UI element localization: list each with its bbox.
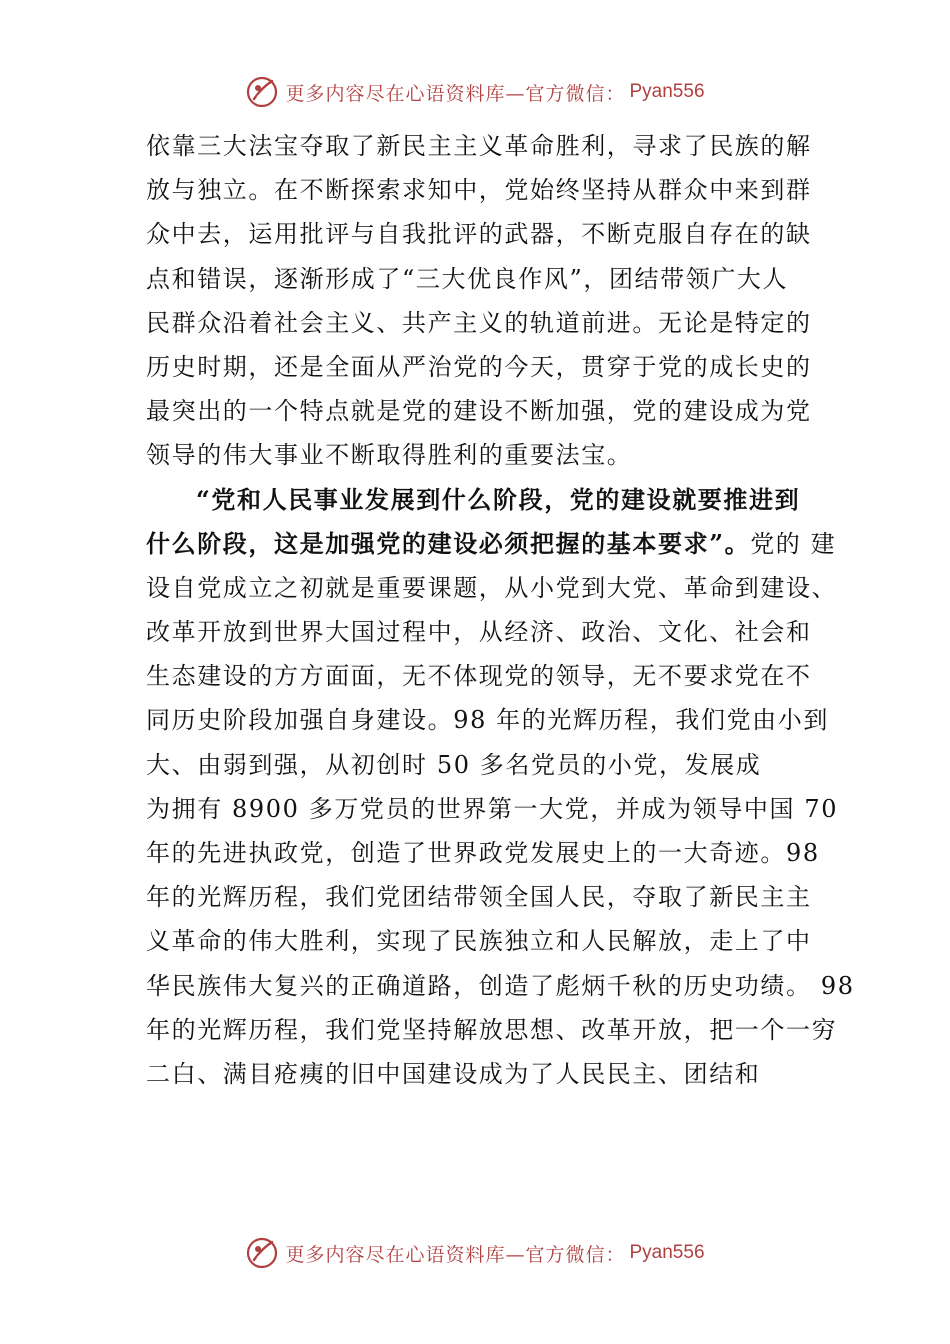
document-body xyxy=(146,124,855,1096)
text-line: 依靠三大法宝夺取了新民主主义革命胜利，寻求了民族的解 xyxy=(146,132,812,160)
text-line: 点和错误，逐渐形成了“三大优良作风”，团结带领广大人 xyxy=(146,264,789,293)
text-line: 放与独立。在不断探索求知中，党始终坚持从群众中来到群 xyxy=(146,176,812,205)
text-line: 二白、满目疮痍的旧中国建设成为了人民民主、团结和 xyxy=(146,1059,761,1088)
text-line: 生态建设的方方面面，无不体现党的领导，无不要求党在不 xyxy=(146,662,812,691)
text-line: 改革开放到世界大国过程中，从经济、政治、文化、社会和 xyxy=(146,618,812,647)
bold-quote-tail: 什么阶段，这是加强党的建设必须把握的基本要求”。 xyxy=(146,528,751,558)
text-line: 同历史阶段加强自身建设。98 年的光辉历程，我们党由小到 xyxy=(146,706,829,735)
footer-wechat-id: Pyan556 xyxy=(629,1242,705,1263)
text-line: 历史时期，还是全面从严治党的今天，贯穿于党的成长史的 xyxy=(146,352,812,381)
text-line: 为拥有 8900 多万党员的世界第一大党，并成为领导中国 70 xyxy=(146,794,839,823)
header-banner-text: 更多内容尽在心语资料库—官方微信： xyxy=(285,82,626,105)
text-line: 领导的伟大事业不断取得胜利的重要法宝。 xyxy=(146,441,633,470)
mixed-line xyxy=(146,522,836,566)
text-line: 华民族伟大复兴的正确道路，创造了彪炳千秋的历史功绩。 98 xyxy=(146,971,855,1000)
header-banner xyxy=(0,72,950,112)
text-line: 众中去，运用批评与自我批评的武器，不断克服自存在的缺 xyxy=(146,220,812,249)
header-wechat-id: Pyan556 xyxy=(629,81,705,102)
text-line: 年的光辉历程，我们党团结带领全国人民，夺取了新民主主 xyxy=(146,883,812,912)
text-line: 设自党成立之初就是重要课题，从小党到大党、革命到建设、 xyxy=(146,573,838,602)
text-line: 大、由弱到强，从初创时 50 多名党员的小党，发展成 xyxy=(146,750,762,779)
text-line: 义革命的伟大胜利，实现了民族独立和人民解放，走上了中 xyxy=(146,927,812,956)
pen-circle-logo-icon xyxy=(245,75,279,109)
text-line: 民群众沿着社会主义、共产主义的轨道前进。无论是特定的 xyxy=(146,308,812,337)
footer-banner-text: 更多内容尽在心语资料库—官方微信： xyxy=(285,1243,626,1266)
text-line: 最突出的一个特点就是党的建设不断加强，党的建设成为党 xyxy=(146,397,812,426)
bold-quote-line: “党和人民事业发展到什么阶段，党的建设就要推进到 xyxy=(196,484,801,514)
text-fragment: 党的 建 xyxy=(750,529,837,558)
text-line: 年的先进执政党，创造了世界政党发展史上的一大奇迹。98 xyxy=(146,839,820,867)
footer-banner xyxy=(0,1233,950,1273)
text-line: 年的光辉历程，我们党坚持解放思想、改革开放，把一个一穷 xyxy=(146,1015,838,1044)
pen-circle-logo-icon xyxy=(245,1236,279,1270)
